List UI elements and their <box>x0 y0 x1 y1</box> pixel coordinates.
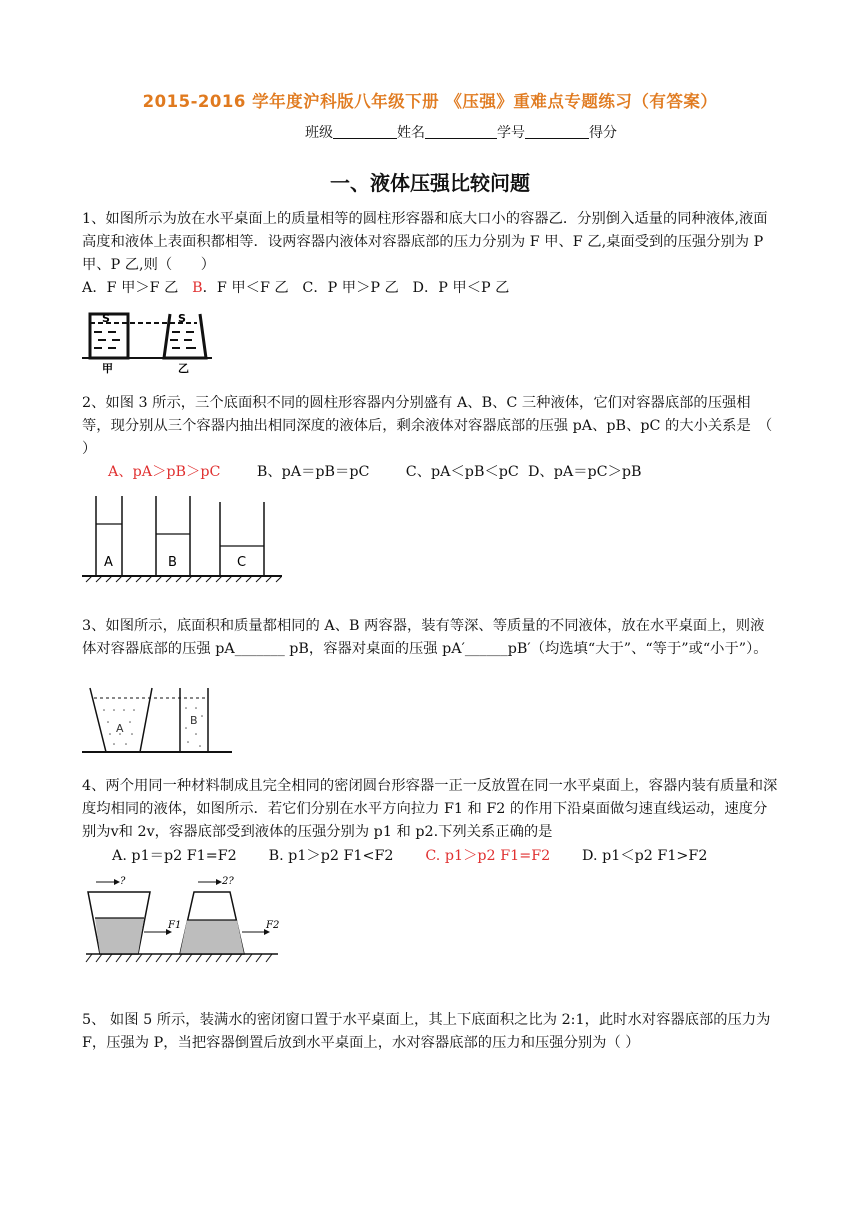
name-blank <box>425 124 497 139</box>
question-3-text: 3、如图所示，底面积和质量都相同的 A、B 两容器，装有等深、等质量的不同液体，放在水平桌面上，则液体对容器底部的压强 pA_______ pB，容器对桌面的压强 pA′______pB′（均选填“大于”、“等于”或“小于”）。 <box>82 618 768 657</box>
q4-option-a: A. p1＝p2 F1=F2 <box>112 848 237 864</box>
section-title: 一、液体压强比较问题 <box>330 171 530 195</box>
label-a: A <box>116 722 124 735</box>
liquid-1 <box>95 918 144 954</box>
question-1-text: 1、如图所示为放在水平桌面上的质量相等的圆柱形容器和底大口小的容器乙．分别倒入适量的同种液体,液面高度和液体上表面积都相等．设两容器内液体对容器底部的压力分别为 F 甲、F 乙,桌面受到的压强分别为 P 甲、P 乙,则（ ） <box>82 211 768 273</box>
q4-option-d: D. p1＜p2 F1>F2 <box>582 848 708 864</box>
label-s-jia: S <box>102 312 110 325</box>
q2-option-a: A、pA＞pB＞pC <box>108 464 221 480</box>
q1-option-b: ．F 甲＜F 乙 <box>202 280 289 296</box>
q2-figure <box>82 490 282 588</box>
q1-option-d: D．P 甲＜P 乙 <box>412 280 510 296</box>
question-4-options <box>112 845 707 865</box>
class-label: 班级 <box>305 125 333 141</box>
student-info-line <box>305 122 617 142</box>
label-jia: 甲 <box>102 362 113 374</box>
force-label-1: F1 <box>168 920 182 931</box>
q2-option-b: B、pA＝pB＝pC <box>256 464 370 480</box>
score-label: 得分 <box>589 125 617 141</box>
question-2-options <box>108 461 642 481</box>
label-yi: 乙 <box>178 362 189 374</box>
question-4-text: 4、两个用同一种材料制成且完全相同的密闭圆台形容器一正一反放置在同一水平桌面上，容器内装有质量和深度均相同的液体，如图所示．若它们分别在水平方向拉力 F1 和 F2 的作用下沿桌面做匀速直线运动，速度分别为v和 2v，容器底部受到液体的压强分别为 p1 和 p2.下列关系正确的是 <box>82 778 778 840</box>
q1-option-a: A．F 甲＞F 乙 <box>82 280 179 296</box>
q1-option-c: C．P 甲＞P 乙 <box>302 280 399 296</box>
label-s-yi: S <box>178 312 186 325</box>
force-label-2: F2 <box>266 920 280 931</box>
liquid-jia <box>94 332 120 348</box>
velocity-label-2: 2? <box>222 876 234 887</box>
document-title: 2015-2016 学年度沪科版八年级下册 《压强》重难点专题练习（有答案） <box>142 92 718 111</box>
q2-option-d: D、pA＝pC＞pB <box>527 464 642 480</box>
q1-figure <box>82 308 212 374</box>
id-label: 学号 <box>497 125 525 141</box>
liquid-2 <box>180 920 244 954</box>
q1-option-b-marker: B <box>192 280 203 296</box>
velocity-label-1: ? <box>120 876 126 887</box>
liquid-yi <box>170 332 196 348</box>
label-a: A <box>104 555 113 570</box>
label-c: C <box>237 555 247 570</box>
q4-figure <box>82 872 282 970</box>
id-blank <box>525 124 589 139</box>
q2-option-c: C、pA＜pB＜pC <box>405 464 519 480</box>
question-2-text: 2、如图 3 所示，三个底面积不同的圆柱形容器内分别盛有 A、B、C 三种液体，它们对容器底部的压强相等，现分别从三个容器内抽出相同深度的液体后，剩余液体对容器底部的压强 pA、pB、pC 的大小关系是 （ ） <box>82 395 773 457</box>
name-label: 姓名 <box>397 125 425 141</box>
class-blank <box>333 124 397 139</box>
label-b: B <box>190 714 198 727</box>
q3-figure <box>82 682 232 758</box>
q4-option-b: B. p1＞p2 F1<F2 <box>268 848 394 864</box>
q4-option-c: C. p1＞p2 F1=F2 <box>425 848 551 864</box>
label-b: B <box>168 555 177 570</box>
question-1-options <box>82 277 509 297</box>
ground-hatch <box>86 954 272 962</box>
question-5-text: 5、 如图 5 所示，装满水的密闭窗口置于水平桌面上，其上下底面积之比为 2:1，此时水对容器底部的压力为 F，压强为 P，当把容器倒置后放到水平桌面上，水对容器底部的压力和压强分别为（ ） <box>82 1012 771 1051</box>
